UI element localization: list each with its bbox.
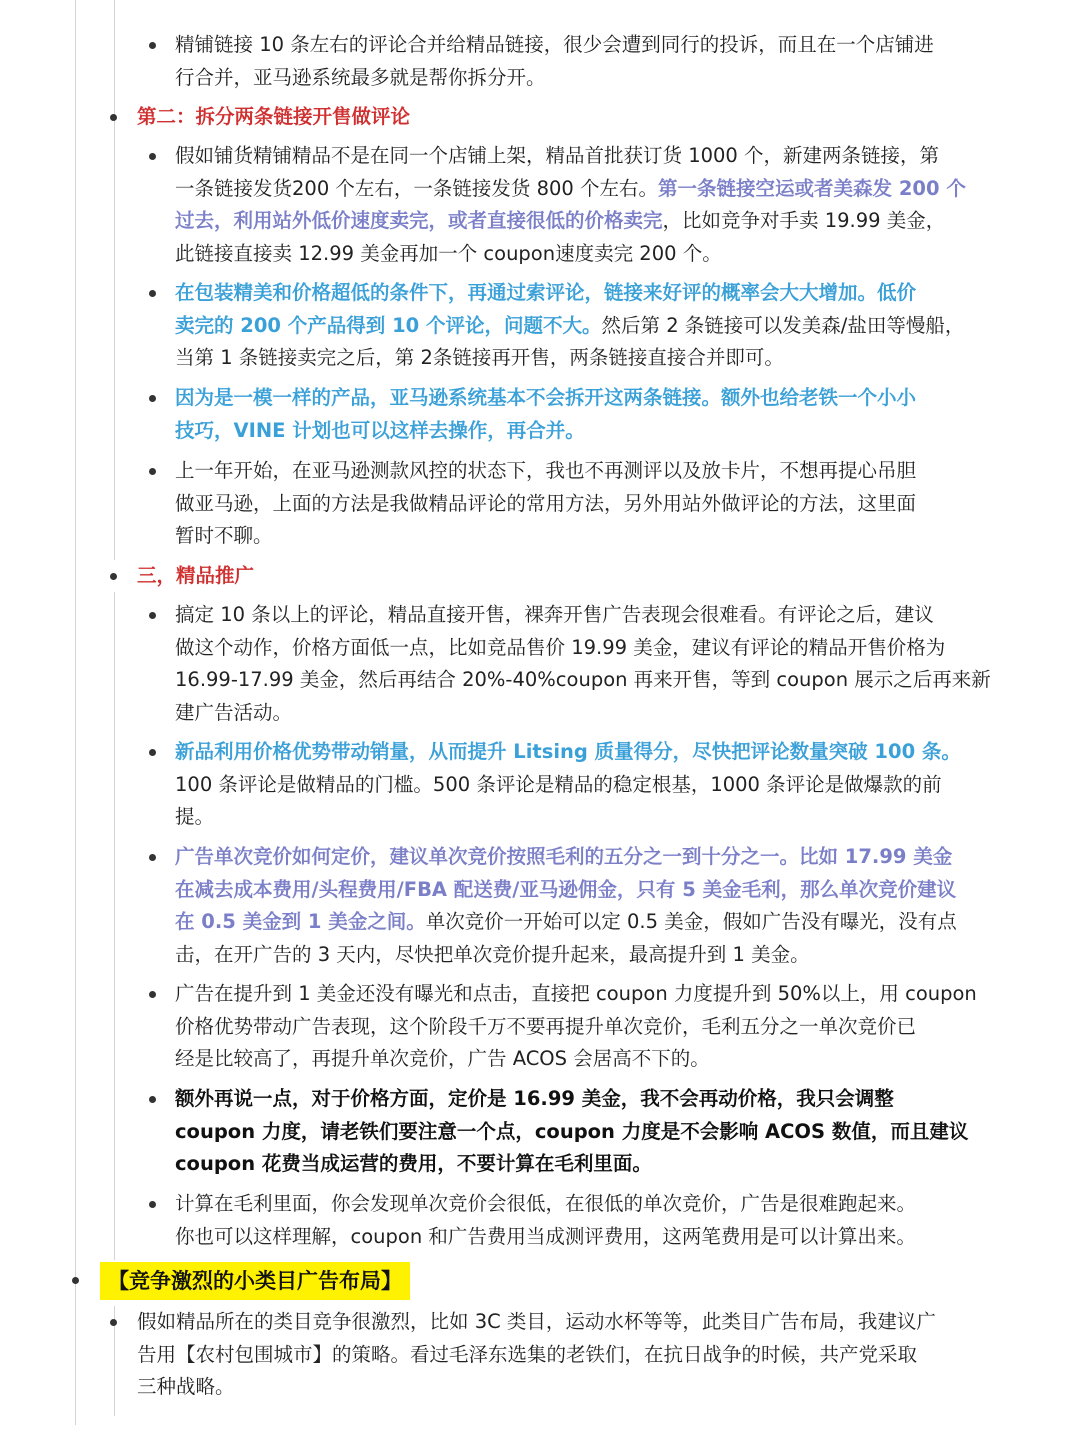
text-line: coupon 力度，请老铁们要注意一个点，coupon 力度是不会影响 ACOS 数值，而且建议 xyxy=(175,1119,969,1143)
bullet-icon xyxy=(149,395,156,402)
text-line: 新品利用价格优势带动销量，从而提升 Litsing 质量得分，尽快把评论数量突破 100 条。 xyxy=(175,740,961,763)
indent-guide-level2 xyxy=(114,0,115,560)
list-item xyxy=(175,599,991,729)
text-line: 价格优势带动广告表现，这个阶段千万不要再提升单次竞价，毛利五分之一单次竞价已 xyxy=(175,1014,917,1038)
text-line: 一条链接发货200 个左右，一条链接发货 800 个左右。第一条链接空运或者美森发 200 个 xyxy=(175,176,966,200)
bullet-icon xyxy=(110,573,117,580)
section-heading-promotion: 三，精品推广 xyxy=(137,560,254,593)
highlighted-heading: 【竞争激烈的小类目广告布局】 xyxy=(100,1262,410,1300)
list-item xyxy=(175,29,934,94)
list-item xyxy=(175,140,966,270)
text-line: 额外再说一点，对于价格方面，定价是 16.99 美金，我不会再动价格，我只会调整 xyxy=(175,1087,894,1110)
text-line: 计算在毛利里面，你会发现单次竞价会很低，在很低的单次竞价，广告是很难跑起来。 xyxy=(175,1192,917,1215)
text-line: 因为是一模一样的产品，亚马逊系统基本不会拆开这两条链接。额外也给老铁一个小小 xyxy=(175,386,917,409)
text-line: 上一年开始，在亚马逊测款风控的状态下，我也不再测评以及放卡片，不想再提心吊胆 xyxy=(175,459,917,482)
indent-guide-level2 xyxy=(114,592,115,1260)
bullet-icon xyxy=(149,854,156,861)
text-line: 告用【农村包围城市】的策略。看过毛泽东选集的老铁们，在抗日战争的时候，共产党采取 xyxy=(137,1342,918,1366)
list-item xyxy=(175,1083,968,1181)
text-line: 击，在开广告的 3 天内，尽快把单次竞价提升起来，最高提升到 1 美金。 xyxy=(175,942,810,966)
bullet-icon xyxy=(149,991,156,998)
bullet-icon xyxy=(149,153,156,160)
text-line: 经是比较高了，再提升单次竞价，广告 ACOS 会居高不下的。 xyxy=(175,1047,710,1071)
text-line: 提。 xyxy=(175,805,215,829)
text-line: 假如精品所在的类目竞争很激烈，比如 3C 类目，运动水杯等等，此类目广告布局，我建议广 xyxy=(137,1310,936,1333)
bullet-icon xyxy=(149,1096,156,1103)
list-item xyxy=(175,455,916,553)
text-line: 100 条评论是做精品的门槛。500 条评论是精品的稳定根基，1000 条评论是做爆款的前 xyxy=(175,772,942,796)
text-line: coupon 花费当成运营的费用，不要计算在毛利里面。 xyxy=(175,1152,652,1176)
list-item xyxy=(175,1188,916,1253)
text-line: 假如铺货精铺精品不是在同一个店铺上架，精品首批获订货 1000 个，新建两条链接，第 xyxy=(175,144,940,167)
text-line: 三种战略。 xyxy=(137,1375,235,1399)
bullet-icon xyxy=(149,468,156,475)
bullet-icon xyxy=(149,290,156,297)
text-line: 在 0.5 美金到 1 美金之间。单次竞价一开始可以定 0.5 美金，假如广告没有曝光，没有点 xyxy=(175,910,957,934)
text-line: 做这个动作，价格方面低一点，比如竞品售价 19.99 美金，建议有评论的精品开售价格为 xyxy=(175,635,946,659)
section-heading-split-links: 第二：拆分两条链接开售做评论 xyxy=(137,101,410,134)
list-item xyxy=(175,841,957,971)
indent-guide-level1 xyxy=(75,0,76,1425)
list-item xyxy=(175,277,964,375)
text-line: 在减去成本费用/头程费用/FBA 配送费/亚马逊佣金，只有 5 美金毛利，那么单次竞价建议 xyxy=(175,877,957,901)
bullet-icon xyxy=(149,612,156,619)
bullet-icon xyxy=(149,1201,156,1208)
list-item xyxy=(175,736,961,834)
text-line: 广告在提升到 1 美金还没有曝光和点击，直接把 coupon 力度提升到 50%以上，用 coupon xyxy=(175,982,977,1005)
text-line: 技巧，VINE 计划也可以这样去操作，再合并。 xyxy=(175,418,585,442)
bullet-icon xyxy=(72,1277,79,1284)
text-line: 精铺链接 10 条左右的评论合并给精品链接，很少会遭到同行的投诉，而且在一个店铺进 xyxy=(175,33,934,56)
bullet-icon xyxy=(149,42,156,49)
list-item xyxy=(175,978,977,1076)
text-line: 建广告活动。 xyxy=(175,700,293,724)
bullet-icon xyxy=(110,114,117,121)
text-line: 卖完的 200 个产品得到 10 个评论，问题不大。然后第 2 条链接可以发美森/盐田等慢船， xyxy=(175,313,965,337)
list-item xyxy=(137,1306,936,1404)
bullet-icon xyxy=(110,1319,117,1326)
text-line: 16.99-17.99 美金，然后再结合 20%-40%coupon 再来开售，等到 coupon 展示之后再来新 xyxy=(175,668,991,692)
text-line: 行合并，亚马逊系统最多就是帮你拆分开。 xyxy=(175,65,546,89)
text-line: 当第 1 条链接卖完之后，第 2条链接再开售，两条链接直接合并即可。 xyxy=(175,346,784,370)
text-line: 过去，利用站外低价速度卖完，或者直接很低的价格卖完，比如竞争对手卖 19.99 美金， xyxy=(175,209,946,233)
list-item xyxy=(175,382,916,447)
text-line: 在包装精美和价格超低的条件下，再通过索评论，链接来好评的概率会大大增加。低价 xyxy=(175,281,917,304)
text-line: 暂时不聊。 xyxy=(175,524,273,548)
text-line: 你也可以这样理解，coupon 和广告费用当成测评费用，这两笔费用是可以计算出来。 xyxy=(175,1224,916,1248)
text-line: 此链接直接卖 12.99 美金再加一个 coupon速度卖完 200 个。 xyxy=(175,241,722,265)
bullet-icon xyxy=(149,749,156,756)
text-line: 搞定 10 条以上的评论，精品直接开售，裸奔开售广告表现会很难看。有评论之后，建议 xyxy=(175,603,934,626)
text-line: 做亚马逊，上面的方法是我做精品评论的常用方法，另外用站外做评论的方法，这里面 xyxy=(175,491,917,515)
text-line: 广告单次竞价如何定价，建议单次竞价按照毛利的五分之一到十分之一。比如 17.99 美金 xyxy=(175,845,953,868)
section-heading-competitive-category xyxy=(100,1262,410,1300)
